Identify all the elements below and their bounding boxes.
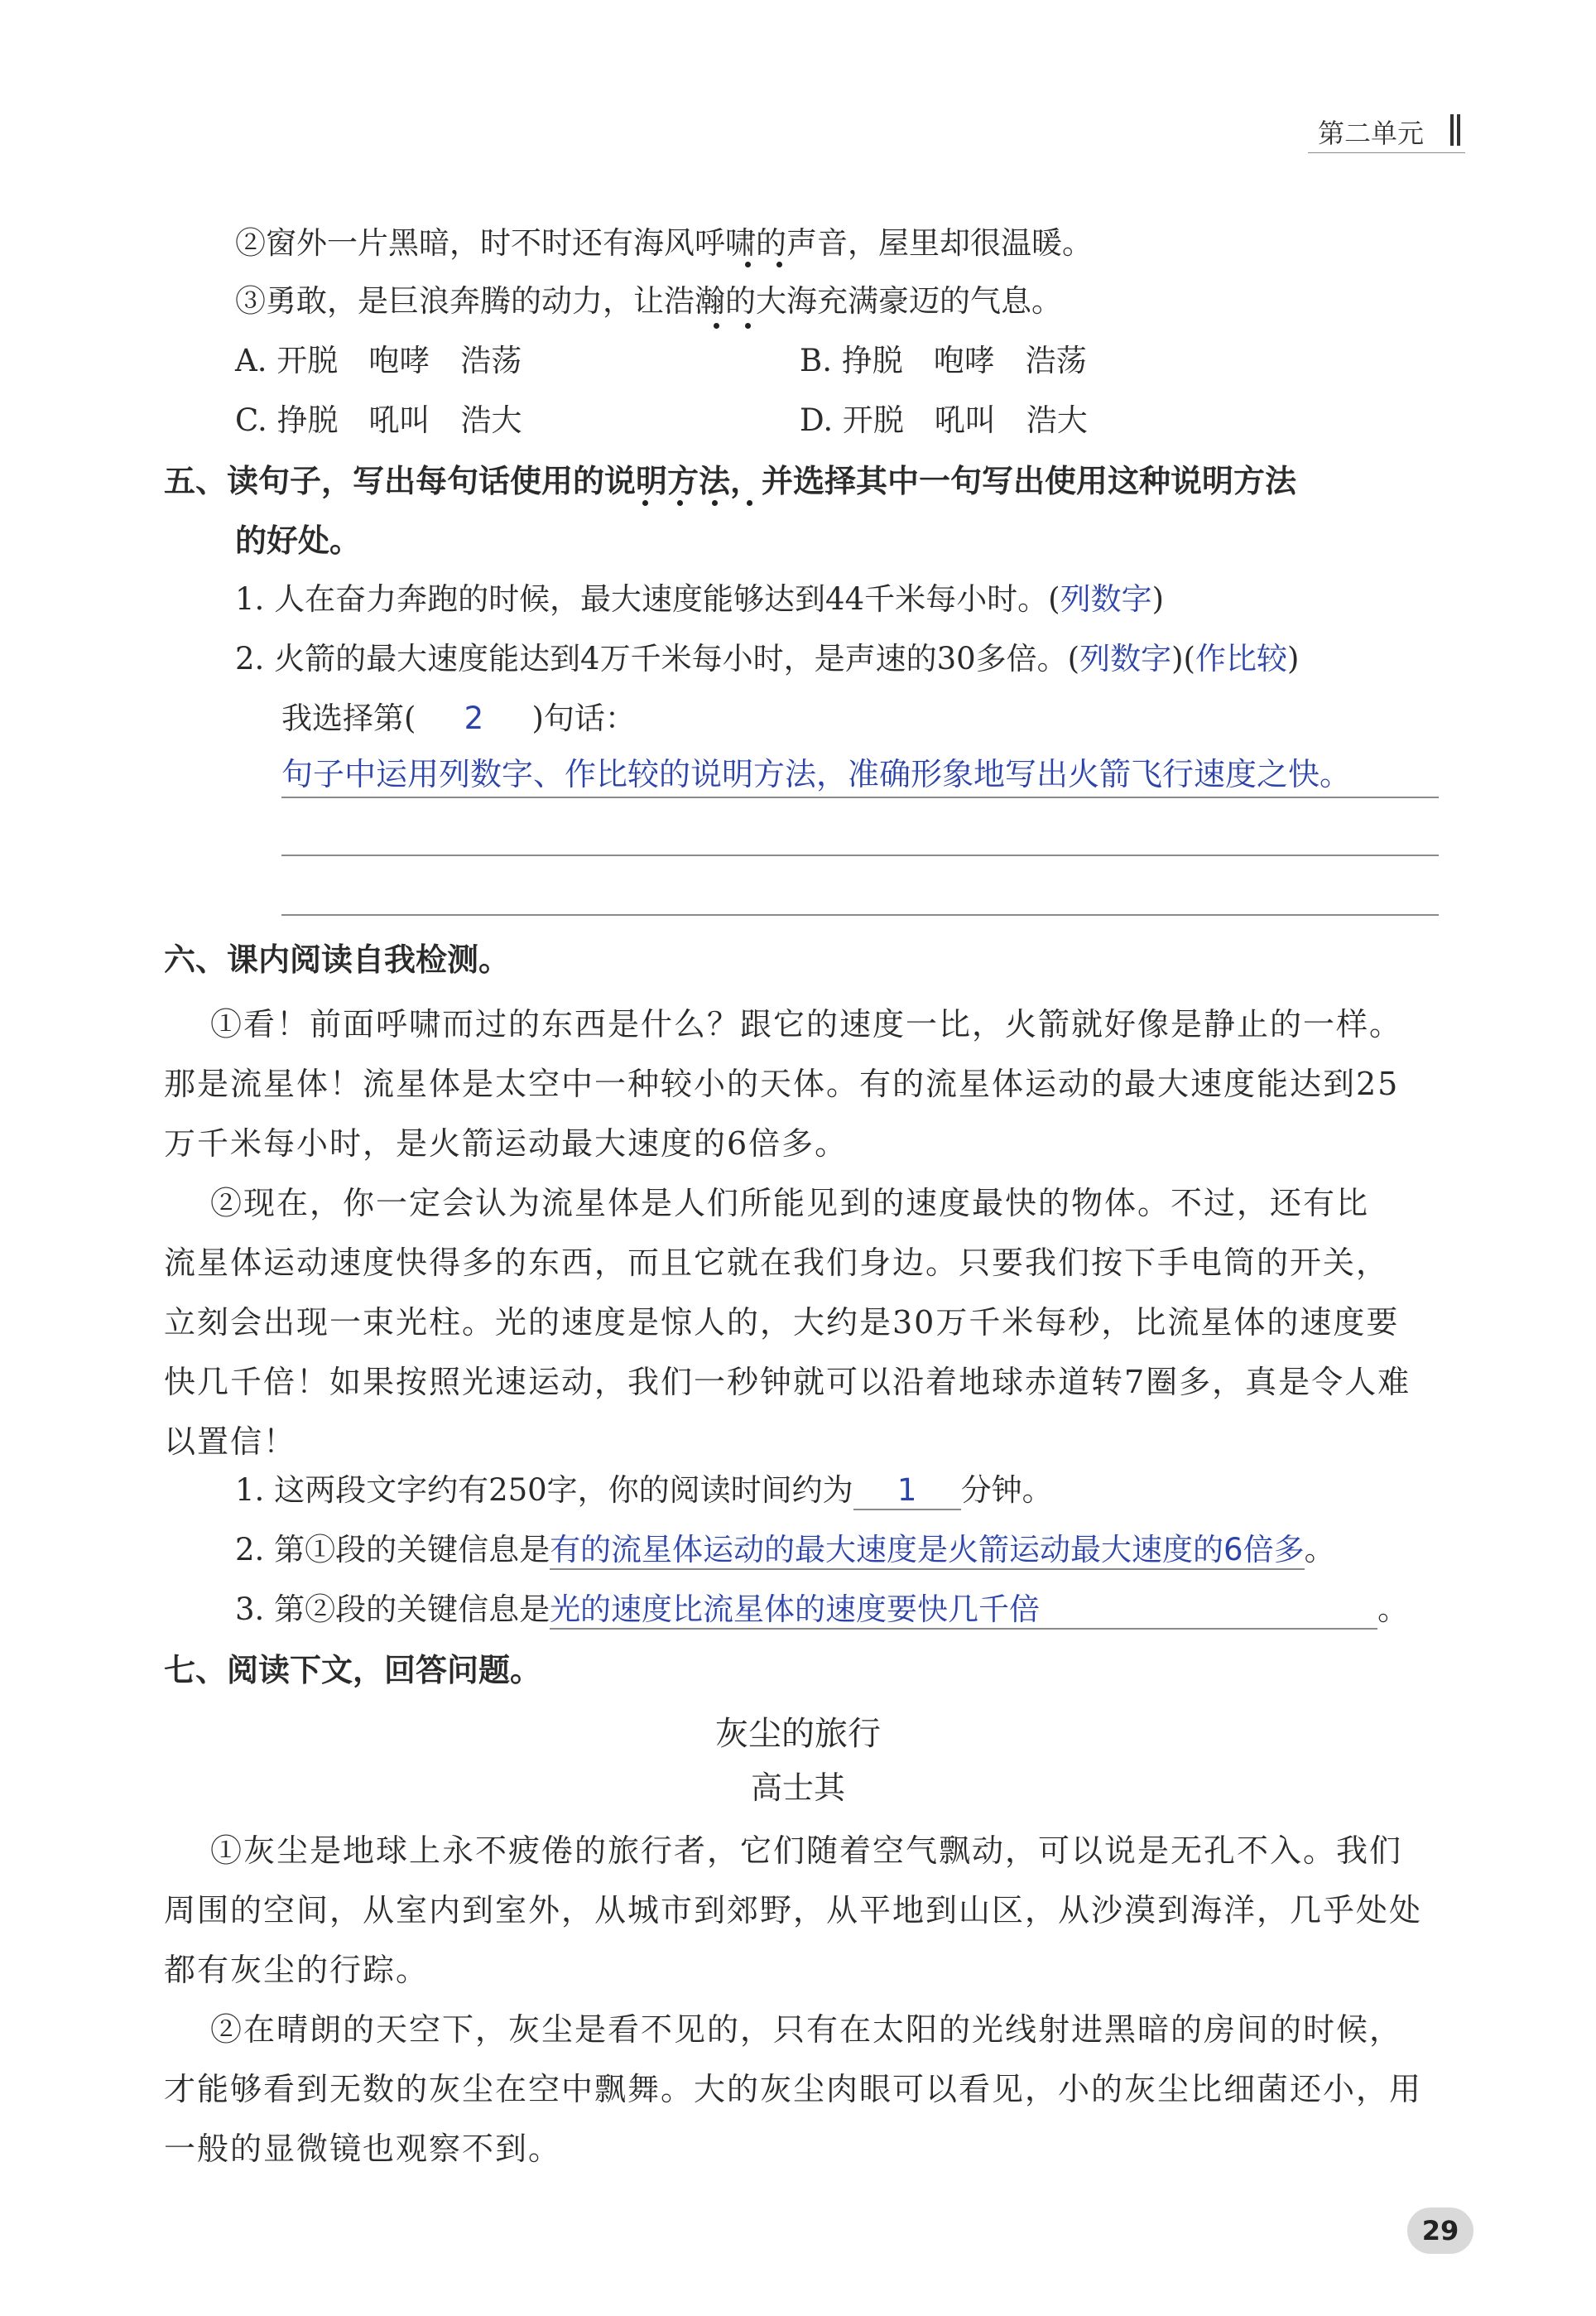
q5-choose: 我选择第( 2 )句话： [281,701,636,736]
q7-p2-line: 一般的显微镜也观察不到。 [164,2131,562,2167]
article-title: 灰尘的旅行 [715,1715,881,1753]
emphasis-dot [677,500,683,506]
q5-title: 五、读句子，写出每句话使用的说明方法，并选择其中一句写出使用这种说明方法 [164,462,1297,499]
answer-line [281,855,1439,856]
answer-line [281,797,1439,798]
emphasis-dot [745,323,751,329]
key-info-answer-2: 光的速度比流星体的速度要快几千倍 [550,1591,1377,1630]
q6-p2-line: ②现在，你一定会认为流星体是人们所能见到的速度最快的物体。不过，还有比 [210,1185,1370,1221]
q4-option-b: B. 挣脱 咆哮 浩荡 [800,343,1087,378]
q6-item-3: 3. 第②段的关键信息是光的速度比流星体的速度要快几千倍 。 [235,1591,1408,1630]
answer-text: 作比较 [1195,641,1287,677]
unit-bar [1450,114,1454,146]
q7-p1-line: ①灰尘是地球上永不疲倦的旅行者，它们随着空气飘动，可以说是无孔不入。我们 [210,1832,1403,1869]
q6-p1-line: ①看！前面呼啸而过的东西是什么？跟它的速度一比，火箭就好像是静止的一样。 [210,1006,1403,1042]
q4-option-c: C. 挣脱 吼叫 浩大 [235,402,522,438]
q6-item-1: 1. 这两段文字约有250字，你的阅读时间约为 1 分钟。 [235,1472,1053,1510]
q6-p1-line: 万千米每小时，是火箭运动最大速度的6倍多。 [164,1125,848,1162]
emphasis-dot [747,500,752,506]
q5-title-cont: 的好处。 [235,522,362,559]
q6-item-2: 2. 第①段的关键信息是有的流星体运动的最大速度是火箭运动最大速度的6倍多。 [235,1532,1335,1570]
answer-line [281,914,1439,916]
q6-title: 六、课内阅读自我检测。 [164,941,511,978]
emphasis-dot [745,262,751,267]
q6-p2-line: 以置信！ [164,1423,297,1460]
key-info-answer-1: 有的流星体运动的最大速度是火箭运动最大速度的6倍多 [550,1532,1305,1570]
choose-answer: 2 [464,701,484,736]
q7-p2-line: ②在晴朗的天空下，灰尘是看不见的，只有在太阳的光线射进黑暗的房间的时候， [210,2011,1403,2048]
page-number: 29 [1407,2208,1473,2254]
reading-time-answer: 1 [853,1472,961,1510]
emphasis-dot [776,262,782,267]
q6-p2-line: 流星体运动速度快得多的东西，而且它就在我们身边。只要我们按下手电筒的开关， [164,1245,1390,1281]
q4-sentence-2: ②窗外一片黑暗，时不时还有海风呼啸的声音，屋里却很温暖。 [235,225,1093,261]
header-rule [1308,152,1465,153]
unit-label: 第二单元 [1318,118,1425,149]
q7-p1-line: 周围的空间，从室内到室外，从城市到郊野，从平地到山区，从沙漠到海洋，几乎处处 [164,1892,1423,1928]
q4-sentence-3: ③勇敢，是巨浪奔腾的动力，让浩瀚的大海充满豪迈的气息。 [235,283,1062,319]
q6-p2-line: 立刻会出现一束光柱。光的速度是惊人的，大约是30万千米每秒，比流星体的速度要 [164,1304,1400,1341]
answer-text: 列数字 [1060,581,1152,617]
q4-option-a: A. 开脱 咆哮 浩荡 [235,343,522,378]
emphasis-dot [714,323,719,329]
q6-p1-line: 那是流星体！流星体是太空中一种较小的天体。有的流星体运动的最大速度能达到25 [164,1066,1400,1102]
q7-p1-line: 都有灰尘的行踪。 [164,1952,430,1988]
answer-text: 列数字 [1079,641,1172,677]
q5-answer: 句子中运用列数字、作比较的说明方法，准确形象地写出火箭飞行速度之快。 [281,756,1352,792]
unit-bar [1457,114,1460,146]
q7-p2-line: 才能够看到无数的灰尘在空中飘舞。大的灰尘肉眼可以看见，小的灰尘比细菌还小，用 [164,2071,1423,2107]
emphasis-dot [642,500,648,506]
q5-item-1: 1. 人在奋力奔跑的时候，最大速度能够达到44千米每小时。(列数字) [235,581,1165,617]
article-author: 高士其 [750,1770,845,1806]
q4-option-d: D. 开脱 吼叫 浩大 [800,402,1088,438]
q7-title: 七、阅读下文，回答问题。 [164,1651,542,1688]
emphasis-dot [712,500,718,506]
q6-p2-line: 快几千倍！如果按照光速运动，我们一秒钟就可以沿着地球赤道转7圈多，真是令人难 [164,1364,1411,1400]
q5-item-2: 2. 火箭的最大速度能达到4万千米每小时，是声速的30多倍。(列数字)(作比较) [235,641,1300,677]
